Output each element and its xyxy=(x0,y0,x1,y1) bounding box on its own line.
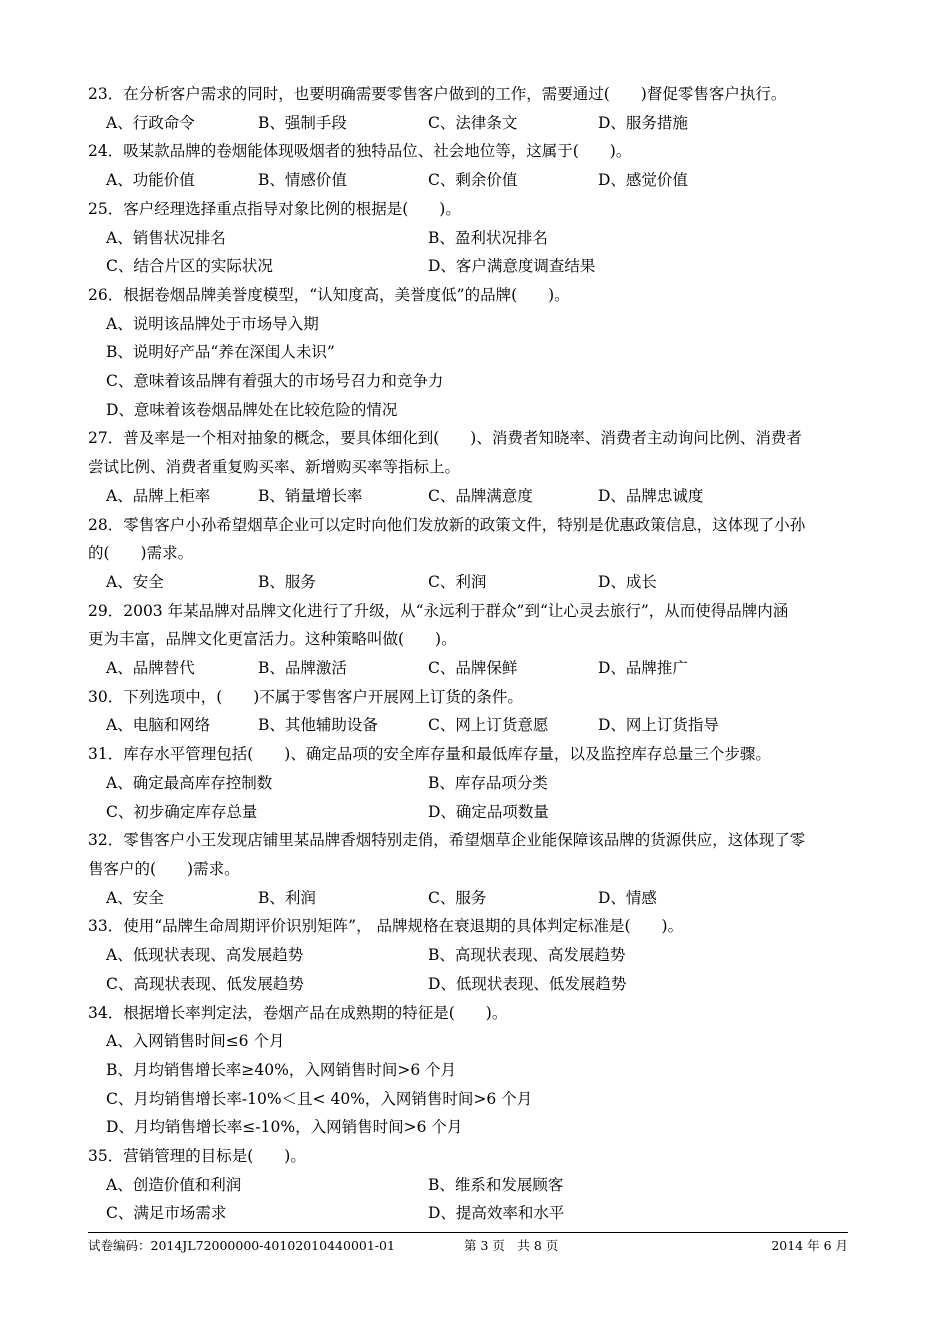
question-35-options-row-1 xyxy=(88,1171,863,1200)
option-b: B、说明好产品“养在深闺人未识” xyxy=(106,343,335,362)
option-a: A、创造价值和利润 xyxy=(106,1175,242,1194)
exam-code: 试卷编码：2014JL72000000-40102010440001-01 xyxy=(88,1238,395,1253)
question-34-option-c-row xyxy=(88,1085,863,1114)
question-28-stem: 28．零售客户小孙希望烟草企业可以定时向他们发放新的政策文件，特别是优惠政策信息，这体现了小孙 xyxy=(88,515,806,534)
option-b: B、维系和发展顾客 xyxy=(428,1175,564,1194)
option-b: B、高现状表现、高发展趋势 xyxy=(428,946,626,965)
question-35-options-row-2 xyxy=(88,1199,863,1228)
question-28-stem-continued: 的( )需求。 xyxy=(88,544,194,563)
question-31-options-row-1 xyxy=(88,769,863,798)
option-b: B、盈利状况排名 xyxy=(428,228,548,247)
option-d: D、客户满意度调查结果 xyxy=(428,257,596,276)
question-28-options xyxy=(88,568,863,597)
question-27-options xyxy=(88,482,863,511)
option-d: D、提高效率和水平 xyxy=(428,1204,565,1223)
option-c: C、法律条文 xyxy=(428,113,518,132)
option-d: D、低现状表现、低发展趋势 xyxy=(428,974,627,993)
question-29-options xyxy=(88,654,863,683)
option-c: C、利润 xyxy=(428,572,487,591)
question-34-option-b-row xyxy=(88,1056,863,1085)
exam-date: 2014 年 6 月 xyxy=(771,1238,848,1253)
option-a: A、确定最高库存控制数 xyxy=(106,773,273,792)
question-33-options-row-2 xyxy=(88,970,863,999)
option-a: A、入网销售时间≤6 个月 xyxy=(106,1032,285,1051)
option-a: A、安全 xyxy=(106,888,164,907)
question-32-stem-continued: 售客户的( )需求。 xyxy=(88,859,240,878)
option-b: B、销量增长率 xyxy=(258,486,363,505)
question-34-option-a-row xyxy=(88,1027,863,1056)
question-26-option-d-row xyxy=(88,396,863,425)
option-a: A、行政命令 xyxy=(106,113,195,132)
option-b: B、情感价值 xyxy=(258,171,347,190)
question-25-options-row-1 xyxy=(88,224,863,253)
option-c: C、满足市场需求 xyxy=(106,1204,227,1223)
option-d: D、意味着该卷烟品牌处在比较危险的情况 xyxy=(106,400,398,419)
option-c: C、初步确定库存总量 xyxy=(106,802,258,821)
question-26-option-b-row xyxy=(88,338,863,367)
question-31-stem: 31．库存水平管理包括( )、确定品项的安全库存量和最低库存量，以及监控库存总量三个步骤。 xyxy=(88,745,771,764)
question-31-options-row-2 xyxy=(88,798,863,827)
option-d: D、品牌忠诚度 xyxy=(598,486,704,505)
question-34-stem: 34．根据增长率判定法，卷烟产品在成熟期的特征是( )。 xyxy=(88,1003,508,1022)
option-d: D、网上订货指导 xyxy=(598,716,719,735)
option-c: C、意味着该品牌有着强大的市场号召力和竞争力 xyxy=(106,372,444,391)
option-c: C、网上订货意愿 xyxy=(428,716,549,735)
question-32-options xyxy=(88,884,863,913)
question-33-stem: 33．使用“品牌生命周期评价识别矩阵”， 品牌规格在衰退期的具体判定标准是( )。 xyxy=(88,917,684,936)
option-d: D、感觉价值 xyxy=(598,171,688,190)
option-a: A、电脑和网络 xyxy=(106,716,211,735)
option-c: C、剩余价值 xyxy=(428,171,518,190)
option-a: A、安全 xyxy=(106,572,164,591)
option-b: B、利润 xyxy=(258,888,316,907)
question-26-option-c-row xyxy=(88,367,863,396)
question-list xyxy=(88,80,863,1228)
question-30-stem: 30．下列选项中，( )不属于零售客户开展网上订货的条件。 xyxy=(88,687,523,706)
question-23-options xyxy=(88,109,863,138)
option-d: D、月均销售增长率≤-10%，入网销售时间>6 个月 xyxy=(106,1118,463,1137)
question-27-stem-continued: 尝试比例、消费者重复购买率、新增购买率等指标上。 xyxy=(88,458,461,477)
option-a: A、功能价值 xyxy=(106,171,195,190)
page-number: 第 3 页 共 8 页 xyxy=(464,1238,559,1253)
question-29-stem-continued: 更为丰富，品牌文化更富活力。这种策略叫做( )。 xyxy=(88,630,457,649)
question-35-stem: 35．营销管理的目标是( )。 xyxy=(88,1147,306,1166)
option-c: C、服务 xyxy=(428,888,487,907)
option-a: A、低现状表现、高发展趋势 xyxy=(106,946,304,965)
question-34-option-d-row xyxy=(88,1113,863,1142)
question-23-stem: 23．在分析客户需求的同时，也要明确需要零售客户做到的工作，需要通过( )督促零售客户执行。 xyxy=(88,85,787,103)
option-a: A、品牌上柜率 xyxy=(106,486,211,505)
option-b: B、品牌激活 xyxy=(258,659,347,678)
question-25-stem: 25．客户经理选择重点指导对象比例的根据是( )。 xyxy=(88,199,461,218)
question-25-options-row-2 xyxy=(88,252,863,281)
question-24-stem: 24．吸某款品牌的卷烟能体现吸烟者的独特品位、社会地位等，这属于( )。 xyxy=(88,142,632,161)
option-c: C、结合片区的实际状况 xyxy=(106,257,273,276)
question-26-option-a-row xyxy=(88,310,863,339)
option-a: A、品牌替代 xyxy=(106,659,195,678)
question-30-options xyxy=(88,711,863,740)
option-b: B、其他辅助设备 xyxy=(258,716,378,735)
page-footer xyxy=(88,1236,848,1256)
option-d: D、成长 xyxy=(598,572,657,591)
option-b: B、库存品项分类 xyxy=(428,773,548,792)
question-26-stem: 26．根据卷烟品牌美誉度模型，“认知度高，美誉度低”的品牌( )。 xyxy=(88,285,570,304)
question-24-options xyxy=(88,166,863,195)
option-b: B、月均销售增长率≥40%，入网销售时间>6 个月 xyxy=(106,1060,457,1079)
option-b: B、服务 xyxy=(258,572,316,591)
question-29-stem: 29．2003 年某品牌对品牌文化进行了升级，从“永远利于群众”到“让心灵去旅行”，从而使得品牌内涵 xyxy=(88,601,789,620)
option-c: C、高现状表现、低发展趋势 xyxy=(106,974,304,993)
option-c: C、月均销售增长率-10%＜且< 40%，入网销售时间>6 个月 xyxy=(106,1089,533,1108)
question-27-stem: 27．普及率是一个相对抽象的概念，要具体细化到( )、消费者知晓率、消费者主动询问比例、消费者 xyxy=(88,429,802,448)
option-a: A、说明该品牌处于市场导入期 xyxy=(106,314,319,333)
option-d: D、确定品项数量 xyxy=(428,802,549,821)
option-d: D、情感 xyxy=(598,888,657,907)
question-32-stem: 32．零售客户小王发现店铺里某品牌香烟特别走俏，希望烟草企业能保障该品牌的货源供应，这体现了零 xyxy=(88,831,806,850)
option-d: D、服务措施 xyxy=(598,113,688,132)
option-a: A、销售状况排名 xyxy=(106,228,226,247)
question-33-options-row-1 xyxy=(88,941,863,970)
option-c: C、品牌保鲜 xyxy=(428,659,518,678)
option-b: B、强制手段 xyxy=(258,113,347,132)
footer-divider xyxy=(88,1232,848,1233)
option-d: D、品牌推广 xyxy=(598,659,688,678)
option-c: C、品牌满意度 xyxy=(428,486,533,505)
